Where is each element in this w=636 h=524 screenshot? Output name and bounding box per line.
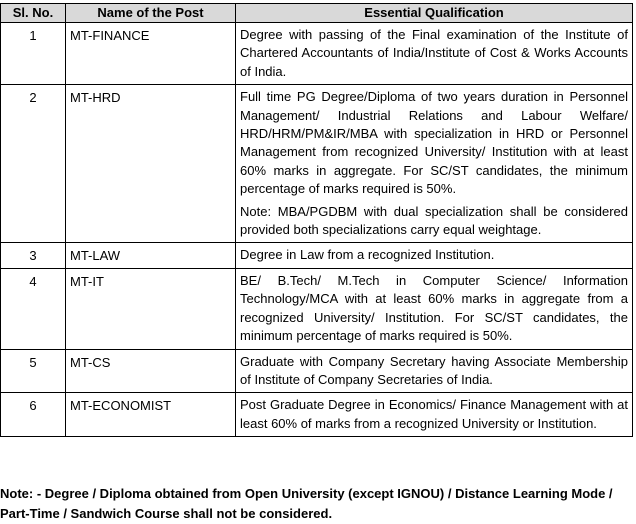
post-name-cell: MT-ECONOMIST bbox=[66, 393, 236, 437]
table-row bbox=[1, 393, 633, 437]
table-row bbox=[1, 85, 633, 243]
qualification-cell bbox=[236, 349, 633, 393]
header-post-name: Name of the Post bbox=[66, 4, 236, 23]
qualification-cell bbox=[236, 23, 633, 85]
post-name-cell: MT-LAW bbox=[66, 243, 236, 268]
qualification-cell bbox=[236, 393, 633, 437]
qualification-text: Degree with passing of the Final examination of the Institute of Chartered Accountants of India/Institute of Cost & Works Accounts of India. bbox=[240, 27, 628, 79]
post-name-cell: MT-HRD bbox=[66, 85, 236, 243]
qualification-text: BE/ B.Tech/ M.Tech in Computer Science/ Information Technology/MCA with at least 60% marks in aggregate from a recognized University/ Institution. For SC/ST candidates, the minimum percentage of marks required is 50%. bbox=[240, 272, 628, 344]
sl-no-cell: 2 bbox=[1, 85, 66, 243]
sl-no-cell: 5 bbox=[1, 349, 66, 393]
post-name-cell: MT-FINANCE bbox=[66, 23, 236, 85]
table-row bbox=[1, 349, 633, 393]
table-row bbox=[1, 268, 633, 349]
qualification-table bbox=[0, 3, 633, 437]
qualification-cell bbox=[236, 268, 633, 349]
post-name-cell: MT-CS bbox=[66, 349, 236, 393]
qualification-note: Note: MBA/PGDBM with dual specialization shall be considered provided both specializations carry equal weightage. bbox=[240, 203, 628, 238]
table-row bbox=[1, 243, 633, 268]
footnote: Note: - Degree / Diploma obtained from Open University (except IGNOU) / Distance Learning Mode / Part-Time / Sandwich Course shall not be considered. bbox=[0, 486, 613, 521]
qualification-text: Post Graduate Degree in Economics/ Finance Management with at least 60% of marks from a recognized University or Institution. bbox=[240, 397, 628, 431]
sl-no-cell: 6 bbox=[1, 393, 66, 437]
header-qualification: Essential Qualification bbox=[236, 4, 633, 23]
qualification-cell bbox=[236, 243, 633, 268]
table-row bbox=[1, 23, 633, 85]
qualification-text: Graduate with Company Secretary having Associate Membership of Institute of Company Secretaries of India. bbox=[240, 353, 628, 387]
sl-no-cell: 4 bbox=[1, 268, 66, 349]
qualification-text: Degree in Law from a recognized Institution. bbox=[240, 247, 495, 263]
qualification-cell bbox=[236, 85, 633, 243]
sl-no-cell: 1 bbox=[1, 23, 66, 85]
post-name-cell: MT-IT bbox=[66, 268, 236, 349]
sl-no-cell: 3 bbox=[1, 243, 66, 268]
qualification-text: Full time PG Degree/Diploma of two years duration in Personnel Management/ Industrial Relations and Labour Welfare/ HRD/HRM/PM&IR/MBA with specialization in HRD or Personnel Management from recognized University/ Institution with at least 60% marks in aggregate. For SC/ST candidates, the minimum percentage of marks required is 50%. bbox=[240, 89, 628, 197]
table-header-row bbox=[1, 4, 633, 23]
header-sl-no: Sl. No. bbox=[1, 4, 66, 23]
